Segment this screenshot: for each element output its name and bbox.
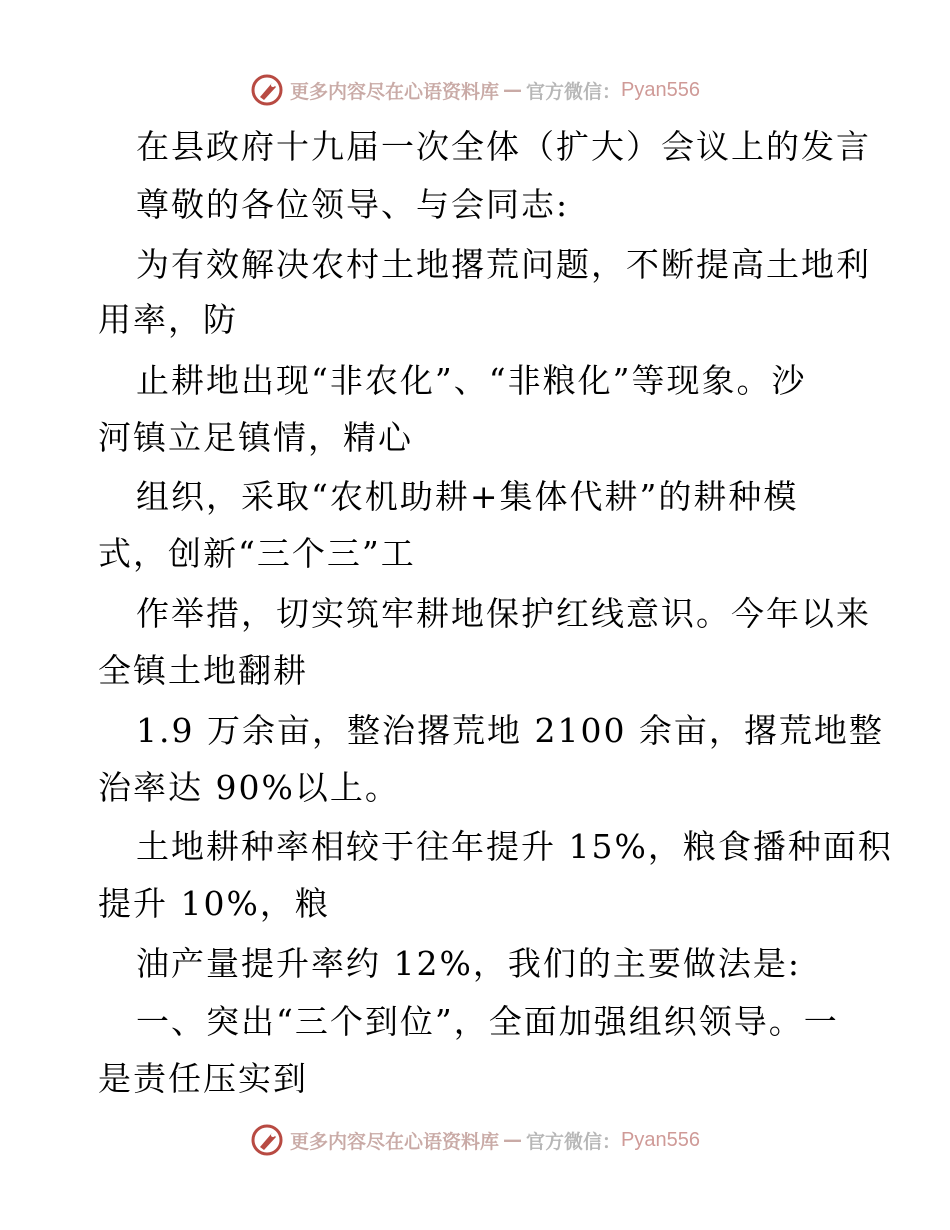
watermark-label: 官方微信： <box>526 1130 622 1153</box>
watermark-text <box>290 77 700 104</box>
body-line: 油产量提升率约 12%，我们的主要做法是: <box>136 944 801 983</box>
watermark-id: Pyan556 <box>621 1128 700 1151</box>
watermark-main-text: 更多内容尽在心语资料库 <box>290 1130 500 1153</box>
body-line: 为有效解决农村土地撂荒问题，不断提高土地利 <box>136 245 871 284</box>
body-line: 河镇立足镇情，精心 <box>98 418 413 457</box>
pen-nib-logo-icon <box>250 73 284 107</box>
body-line: 治率达 90%以上。 <box>98 768 400 807</box>
body-line: 组织，采取“农机助耕+集体代耕”的耕种模 <box>136 477 799 516</box>
document-salutation: 尊敬的各位领导、与会同志: <box>136 185 570 224</box>
body-line: 式，创新“三个三”工 <box>98 534 416 573</box>
body-line: 用率，防 <box>98 300 238 339</box>
watermark-dash: — <box>503 79 523 101</box>
header-watermark <box>0 70 950 110</box>
body-line: 一、突出“三个到位”，全面加强组织领导。一 <box>136 1002 839 1041</box>
pen-nib-logo-icon <box>250 1123 284 1157</box>
footer-watermark <box>0 1120 950 1160</box>
body-line: 全镇土地翻耕 <box>98 651 308 690</box>
body-line: 是责任压实到 <box>98 1059 308 1098</box>
watermark-main-text: 更多内容尽在心语资料库 <box>290 80 500 103</box>
watermark-id: Pyan556 <box>621 78 700 101</box>
watermark-text <box>290 1127 700 1154</box>
watermark-label: 官方微信： <box>526 80 622 103</box>
body-line: 土地耕种率相较于往年提升 15%，粮食播种面积 <box>136 827 893 866</box>
document-title: 在县政府十九届一次全体（扩大）会议上的发言 <box>136 127 871 166</box>
body-line: 1.9 万余亩，整治撂荒地 2100 余亩，撂荒地整 <box>136 711 884 750</box>
body-line: 提升 10%，粮 <box>98 884 330 923</box>
body-line: 作举措，切实筑牢耕地保护红线意识。今年以来 <box>136 594 871 633</box>
body-line: 止耕地出现“非农化”、“非粮化”等现象。沙 <box>136 361 807 400</box>
watermark-dash: — <box>503 1129 523 1151</box>
